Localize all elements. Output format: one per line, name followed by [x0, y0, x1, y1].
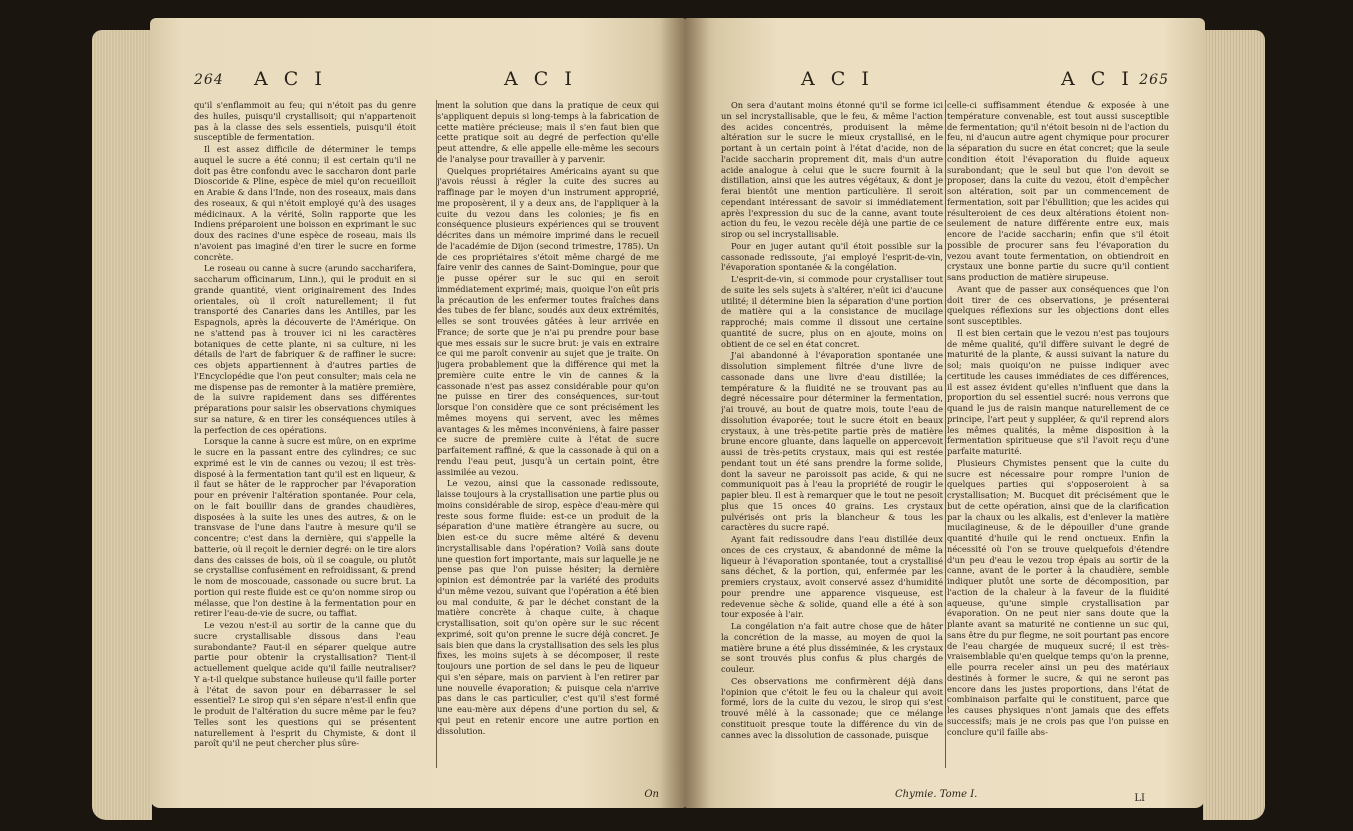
paragraph: L'esprit-de-vin, si commode pour crystalliser tout de suite les sels sujets à s'altérer, n'eût ici d'aucune utilité; il détermine bien la séparation d'une portion de matière qui a la consistance de mucilage rapproché; mais comme il dissout une certaine quantité de sucre, plus on en ajoute, moins on obtient de ce sel en état concret. [721, 274, 943, 349]
paragraph: Ayant fait redissoudre dans l'eau distillée deux onces de ces crystaux, & abandonné de même la liqueur à l'évaporation spontanée, tout a crystallisé sans déchet, & la portion, qui, enfermée par les premiers crystaux, avoit conservé assez d'humidité pour prendre une apparence visqueuse, est redevenue sèche & solide, quand elle a été à son tour exposée à l'air. [721, 534, 943, 620]
right-page-number: 265 [1139, 72, 1169, 88]
paragraph: Il est bien certain que le vezou n'est pas toujours de même qualité, qu'il diffère suivant le degré de maturité de la plante, & aussi suivant la nature du sol; mais quoiqu'on ne puisse indiquer avec certitude les causes immédiates de ces différences, il est assez évident qu'elles n'influent que dans la proportion du sel essentiel sucré: nous verrons que quand le jus de raisin manque naturellement de ce principe, l'art peut y suppléer, & qu'il reprend alors les mêmes qualités, la même disposition à la fermentation spiritueuse que s'il l'avoit reçu d'une parfaite maturité. [947, 327, 1169, 456]
paragraph: Le vezou, ainsi que la cassonade redissoute, laisse toujours à la crystallisation une partie plus ou moins considérable de sirop, espèce d'eau-mère qui reste sous forme fluide: est-ce un produit de la séparation d'une matière étrangère au sucre, ou bien est-ce du sucre même altéré & devenu incrystallisable dans l'opération? Voilà sans doute une question fort importante, mais sur laquelle je ne pense pas que l'on puisse hésiter; la dernière opinion est démontrée par la variété des produits d'un même vezou, suivant que l'opération a été bien ou mal conduite, & par le déchet constant de la matière concrète à chaque cuite, à chaque crystallisation, soit qu'on opère sur le suc récent exprimé, soit qu'on prenne le sucre déjà concret. Je sais bien que dans la crystallisation des sels les plus fixes, les moins sujets à se décomposer, il reste toujours une portion de sel dans le peu de liqueur qui s'en sépare, mais on parvient à l'en retirer par une nouvelle évaporation; & puisque cela n'arrive pas dans le cas particulier, c'est qu'il s'est formé une eau-mère aux dépens d'une portion du sel, & qui peut en retenir encore une autre portion en dissolution. [437, 478, 659, 736]
right-columns [721, 100, 1169, 786]
right-head-col1: A C I [801, 68, 874, 90]
left-columns [194, 100, 659, 786]
right-page-edges [1203, 30, 1265, 820]
left-catchword: On [644, 789, 659, 800]
right-head-col2: A C I [1061, 68, 1134, 90]
right-column-2 [947, 100, 1169, 786]
left-head-col1: A C I [254, 68, 327, 90]
left-head-col2: A C I [504, 68, 577, 90]
right-column-1 [721, 100, 943, 786]
paragraph: Le vezou n'est-il au sortir de la canne que du sucre crystallisable dissous dans l'eau surabondante? Faut-il en séparer quelque autre partie pour obtenir la crystallisation? Tient-il actuellement quelque acide qu'il faille neutraliser? Y a-t-il quelque substance huileuse qu'il faille porter à l'état de savon pour en débarrasser le sel essentiel? Le sirop qui s'en sépare n'est-il enfin que le produit de l'altération du sucre même par le feu? Telles sont les questions qui se présentent naturellement à l'esprit du Chymiste, & dont il paroît qu'il ne peut chercher plus sûre- [194, 620, 416, 749]
paragraph: Pour en juger autant qu'il étoit possible sur la cassonade redissoute, j'ai employé l'esprit-de-vin, l'évaporation spontanée & la congélation. [721, 240, 943, 273]
paragraph: celle-ci suffisamment étendue & exposée à une température convenable, est tout aussi susceptible de fermentation; qu'il n'étoit besoin ni de l'action du feu, ni d'aucun autre agent chymique pour procurer la séparation du sucre en état concret; que la seule condition étoit l'évaporation du fluide aqueux surabondant; que le seul but que l'on devoit se proposer, dans la cuite du vezou, étoit d'empêcher son altération, soit par un commencement de fermentation, soit par l'ébullition; que les acides qui résulteroient de ces deux altérations étoient non-seulement de nature différente entre eux, mais encore de l'acide saccharin; enfin que s'il étoit possible de procurer sans feu l'évaporation du vezou avant toute fermentation, on obtiendroit en crystaux une bonne partie du sucre qu'il contient sans production de matière sirupeuse. [947, 100, 1169, 282]
right-page [685, 18, 1205, 808]
paragraph: Ces observations me confirmèrent déjà dans l'opinion que c'étoit le feu ou la chaleur qui avoit formé, lors de la cuite du vezou, le sirop qui s'est trouvé mêlé à la cassonade; que ce mélange constituoit presque toute la différence du vin de cannes avec la dissolution de cassonade, puisque [721, 675, 943, 740]
paragraph: Quelques propriétaires Américains ayant su que j'avois réussi à régler la cuite des sucres au raffinage par le moyen d'un instrument approprié, me proposèrent, il y a deux ans, de l'appliquer à la cuite du vezou dans les colonies; je fis en conséquence plusieurs expériences qui se trouvent décrites dans un mémoire imprimé dans le recueil de l'académie de Dijon (second trimestre, 1785). Un de ces propriétaires s'étoit même chargé de me faire venir des cannes de Saint-Domingue, pour que je pusse opérer sur le suc qui en seroit immédiatement exprimé; mais, quoique l'on eût pris la précaution de les enfermer toutes fraîches dans des tubes de fer blanc, soudés aux deux extrémités, elles se sont trouvées gâtées à leur arrivée en France; de sorte que je n'ai pu prendre pour base que mes essais sur le sucre brut: je vais en extraire ce qui me paroît convenir au sujet que je traite. On jugera probablement que la différence qui met la première cuite entre le vin de cannes & la cassonade n'est pas assez considérable pour qu'on ne puisse en tirer des conséquences, sur-tout lorsque l'on considère que ce sont précisément les mêmes moyens qui servent, avec les mêmes avantages & les mêmes inconvéniens, à faire passer ce sucre de première cuite à l'état de sucre parfaitement raffiné, & que la cassonade à qui on a rendu l'eau peut, jusqu'à un certain point, être assimilée au vezou. [437, 165, 659, 477]
left-column-1 [194, 100, 416, 786]
paragraph: Lorsque la canne à sucre est mûre, on en exprime le sucre en la passant entre des cylindres; ce suc exprimé est le vin de cannes ou vezou; il est très-disposé à la fermentation tant qu'il est en liqueur, & il faut se hâter de le rapprocher par l'évaporation pour en prévenir l'altération spontanée. Pour cela, on le fait bouillir dans de grandes chaudières, disposées à la suite les unes des autres, & on le transvase de l'une dans l'autre à mesure qu'il se concentre; c'est dans la dernière, qui s'appelle la batterie, où il reçoit le dernier degré: on le tire alors dans des caisses de bois, où il se coagule, ou plutôt se crystallise confusément en refroidissant, & prend le nom de moscouade, cassonade ou sucre brut. La portion qui reste fluide est ce qu'on nomme sirop ou mélasse, que l'on destine à la fermentation pour en retirer l'eau-de-vie de sucre, ou taffiat. [194, 436, 416, 619]
left-page-number: 264 [194, 72, 224, 88]
paragraph: J'ai abandonné à l'évaporation spontanée une dissolution simplement filtrée d'une livre de cassonade dans une livre d'eau distillée; la température & la fluidité ne se trouvant pas au degré nécessaire pour déterminer la fermentation, j'ai trouvé, au bout de quatre mois, toute l'eau de dissolution évaporée; tout le sucre étoit en beaux crystaux, à une très-petite partie près de matière brune encore gluante, dans laquelle on appercevoit aussi de très-petits crystaux, mais qui est restée pendant tout un été sans prendre la forme solide, dont la saveur ne paroissoit pas acide, & qui ne communiquoit pas à l'eau la propriété de rougir le papier bleu. Il est à remarquer que le tout ne pesoit plus que 15 onces 40 grains. Les crystaux pulvérisés ont pris la blancheur & tous les caractères du sucre rapé. [721, 350, 943, 533]
left-running-head [194, 68, 659, 96]
paragraph: La congélation n'a fait autre chose que de hâter la concrétion de la masse, au moyen de quoi la matière brune a été plus disséminée, & les crystaux se sont trouvés plus confus & plus chargés de couleur. [721, 621, 943, 674]
paragraph: Le roseau ou canne à sucre (arundo saccharifera, saccharum officinarum, Linn.), qui le produit en si grande quantité, vient originairement des Indes orientales, où il croît naturellement; il fut transporté des Canaries dans les Antilles, par les Espagnols, après la découverte de l'Amérique. On ne s'attend pas à trouver ici ni les caractères botaniques de cette plante, ni sa culture, ni les détails de l'art de fabriquer & de raffiner le sucre: ces objets appartiennent à d'autres parties de l'Encyclopédie que l'on peut consulter; mais cela ne me dispense pas de remonter à la matière première, de la suivre rapidement dans ses différentes préparations pour saisir les observations chymiques sur sa nature, & en tirer les conséquences utiles à la perfection de ces opérations. [194, 263, 416, 435]
paragraph: Avant que de passer aux conséquences que l'on doit tirer de ces observations, je présenterai quelques réflexions sur les objections dont elles sont susceptibles. [947, 283, 1169, 326]
signature-mark: LI [1134, 793, 1145, 804]
paragraph: qu'il s'enflammoit au feu; qui n'étoit pas du genre des huiles, puisqu'il crystallisoit; qui n'appartenoit pas à la classe des sels essentiels, puisqu'il étoit susceptible de fermentation. [194, 100, 416, 143]
left-page-edges [92, 30, 152, 820]
left-column-2 [437, 100, 659, 786]
left-page [150, 18, 685, 808]
paragraph: On sera d'autant moins étonné qu'il se forme ici un sel incrystallisable, que le feu, & même l'action des acides concentrés, produisent la même altération sur le sucre le mieux crystallisé, en le portant à un certain point à l'état d'acide, non de l'acide saccharin proprement dit, mais d'un autre acide analogue à celui que le sucre fournit à la distillation, ainsi que les autres végétaux, & dont je ferai bientôt une mention particulière. Il seroit cependant intéressant de savoir si immédiatement après l'expression du suc de la canne, avant toute action du feu, le vezou recèle déjà une partie de ce sirop ou sel incrystallisable. [721, 100, 943, 239]
right-running-head [721, 68, 1169, 96]
paragraph: Plusieurs Chymistes pensent que la cuite du sucre est nécessaire pour rompre l'union de quelques parties qui s'opposeroient à sa crystallisation; M. Bucquet dit précisément que le but de cette opération, ainsi que de la clarification par la chaux ou les alkalis, est d'enlever la matière mucilagineuse, & de le dépouiller d'une grande quantité d'huile qui le rend onctueux. Enfin la nécessité où l'on se trouve quelquefois d'étendre d'un peu d'eau le vezou trop épais au sortir de la canne, avant de le porter à la chaudière, semble indiquer plutôt une sorte de décomposition, par l'action de la chaleur à la faveur de la fluidité aqueuse, qu'une simple crystallisation par évaporation. On ne peut nier sans doute que la plante avant sa maturité ne contienne un suc qui, sans être du pur flegme, ne soit pourtant pas encore de l'eau chargée de muqueux sucré; il est très-vraisemblable qu'en quelque temps qu'on la prenne, elle pourra receler ainsi un peu des matériaux destinés à former le sucre, & qui ne seront pas encore dans les justes proportions, dans l'état de combinaison parfaite qui le constituent, parce que les causes physiques n'ont jamais que des effets successifs; mais je ne crois pas que l'on puisse en conclure qu'il faille abs- [947, 457, 1169, 737]
paragraph: ment la solution que dans la pratique de ceux qui s'appliquent depuis si long-temps à la fabrication de cette matière précieuse; mais il s'en faut bien que cette pratique soit au degré de perfection qu'elle peut attendre, & elle appelle elle-même les secours de l'analyse pour travailler à y parvenir. [437, 100, 659, 164]
right-footer-title: Chymie. Tome I. [895, 789, 978, 800]
paragraph: Il est assez difficile de déterminer le temps auquel le sucre a été connu; il est certain qu'il ne doit pas être confondu avec le saccharon dont parle Dioscoride & Pline, espèce de miel qu'on recueilloit en Arabie & dans l'Inde, non des roseaux, mais dans des roseaux, & qui n'étoit employé qu'à des usages médicinaux. A la vérité, Solin rapporte que les Indiens préparoient une boisson en exprimant le suc doux des racines d'une espèce de roseau, mais ils n'avoient pas imaginé d'en tirer le sucre en forme concrète. [194, 144, 416, 262]
